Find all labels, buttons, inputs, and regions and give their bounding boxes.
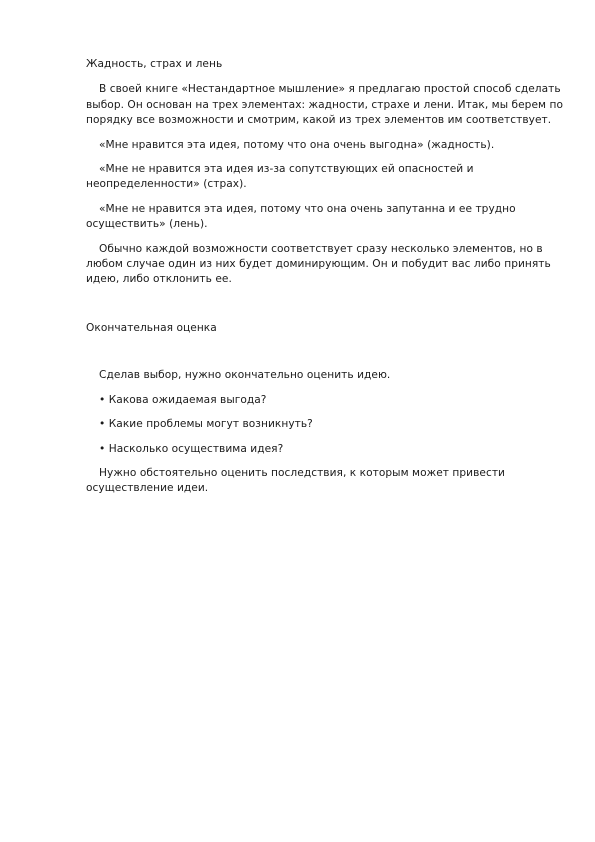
paragraph-closing: Нужно обстоятельно оценить последствия, к которым может привести осуществление идеи.: [86, 466, 505, 495]
bullet-item-expected-benefit: • Какова ожидаемая выгода?: [99, 393, 267, 406]
paragraph-quote-fear: «Мне не нравится эта идея из-за сопутствующих ей опасностей и неопределенности» (страх).: [86, 163, 474, 191]
paragraph-evaluation-intro: Сделав выбор, нужно окончательно оценить идею.: [99, 369, 391, 382]
bullet-item-possible-problems: • Какие проблемы могут возникнуть?: [99, 418, 313, 431]
bullet-item-feasibility: • Насколько осуществима идея?: [99, 442, 284, 455]
section-heading-greed-fear-laziness: Жадность, страх и лень: [86, 58, 223, 70]
section-heading-final-evaluation: Окончательная оценка: [86, 321, 217, 334]
document-body: [86, 57, 564, 497]
paragraph-quote-laziness: «Мне не нравится эта идея, потому что она очень запутанна и ее трудно осуществить» (лень).: [86, 202, 516, 231]
paragraph-summary: Обычно каждой возможности соответствует сразу несколько элементов, но в любом случае один из них будет доминирующим. Он и побудит вас либо принять идею, либо отклонить ее.: [86, 242, 551, 286]
paragraph-intro: В своей книге «Нестандартное мышление» я предлагаю простой способ сделать выбор. Он основан на трех элементах: жадности, страхе и лени. Итак, мы берем по порядку все возможности и смотрим, какой из трех элементов им соответствует.: [86, 83, 563, 127]
paragraph-quote-greed: «Мне нравится эта идея, потому что она очень выгодна» (жадность).: [99, 138, 495, 151]
